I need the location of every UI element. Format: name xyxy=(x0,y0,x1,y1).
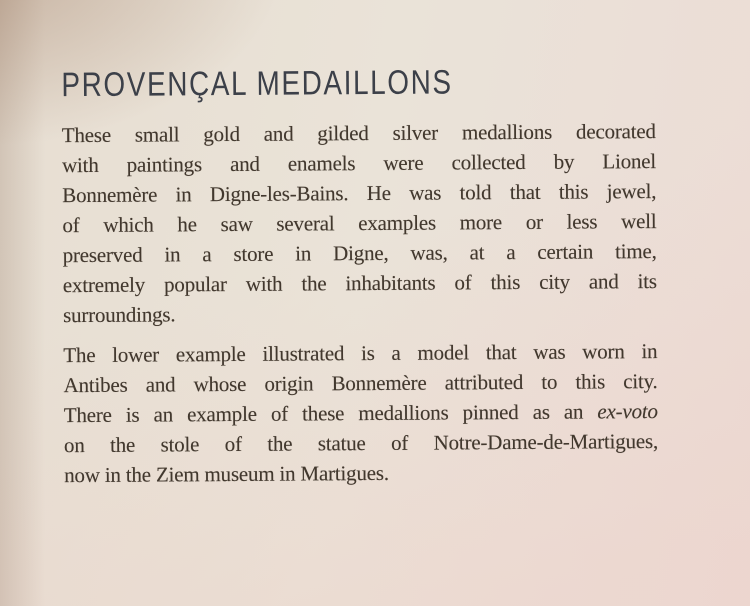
text-line: with paintings and enamels were collected by Lionel xyxy=(61,149,657,178)
paragraph-medallions-origin xyxy=(62,116,657,330)
paragraph-lower-example xyxy=(63,336,658,490)
text-line-segment: There is an example of these medallions pinned as an xyxy=(63,399,598,428)
text-line xyxy=(64,396,658,430)
text-line: preserved in a store in Digne, was, at a certain time, xyxy=(62,239,657,268)
italic-term: ex-voto xyxy=(597,399,658,424)
text-line: on the stole of the statue of Notre-Dame-de-Martigues, xyxy=(63,429,659,458)
text-line: Bonnemère in Digne-les-Bains. He was told that this jewel, xyxy=(62,179,657,208)
text-line: of which he saw several examples more or less well xyxy=(62,209,657,238)
text-line: These small gold and gilded silver medallions decorated xyxy=(61,119,656,148)
text-line: now in the Ziem museum in Martigues. xyxy=(64,460,389,488)
text-line: The lower example illustrated is a model that was worn in xyxy=(63,339,658,368)
text-line: surroundings. xyxy=(62,302,176,328)
page-title: PROVENÇAL MEDAILLONS xyxy=(61,63,453,105)
text-line: Antibes and whose origin Bonnemère attributed to this city. xyxy=(63,369,658,398)
text-line: extremely popular with the inhabitants of this city and its xyxy=(62,269,657,298)
